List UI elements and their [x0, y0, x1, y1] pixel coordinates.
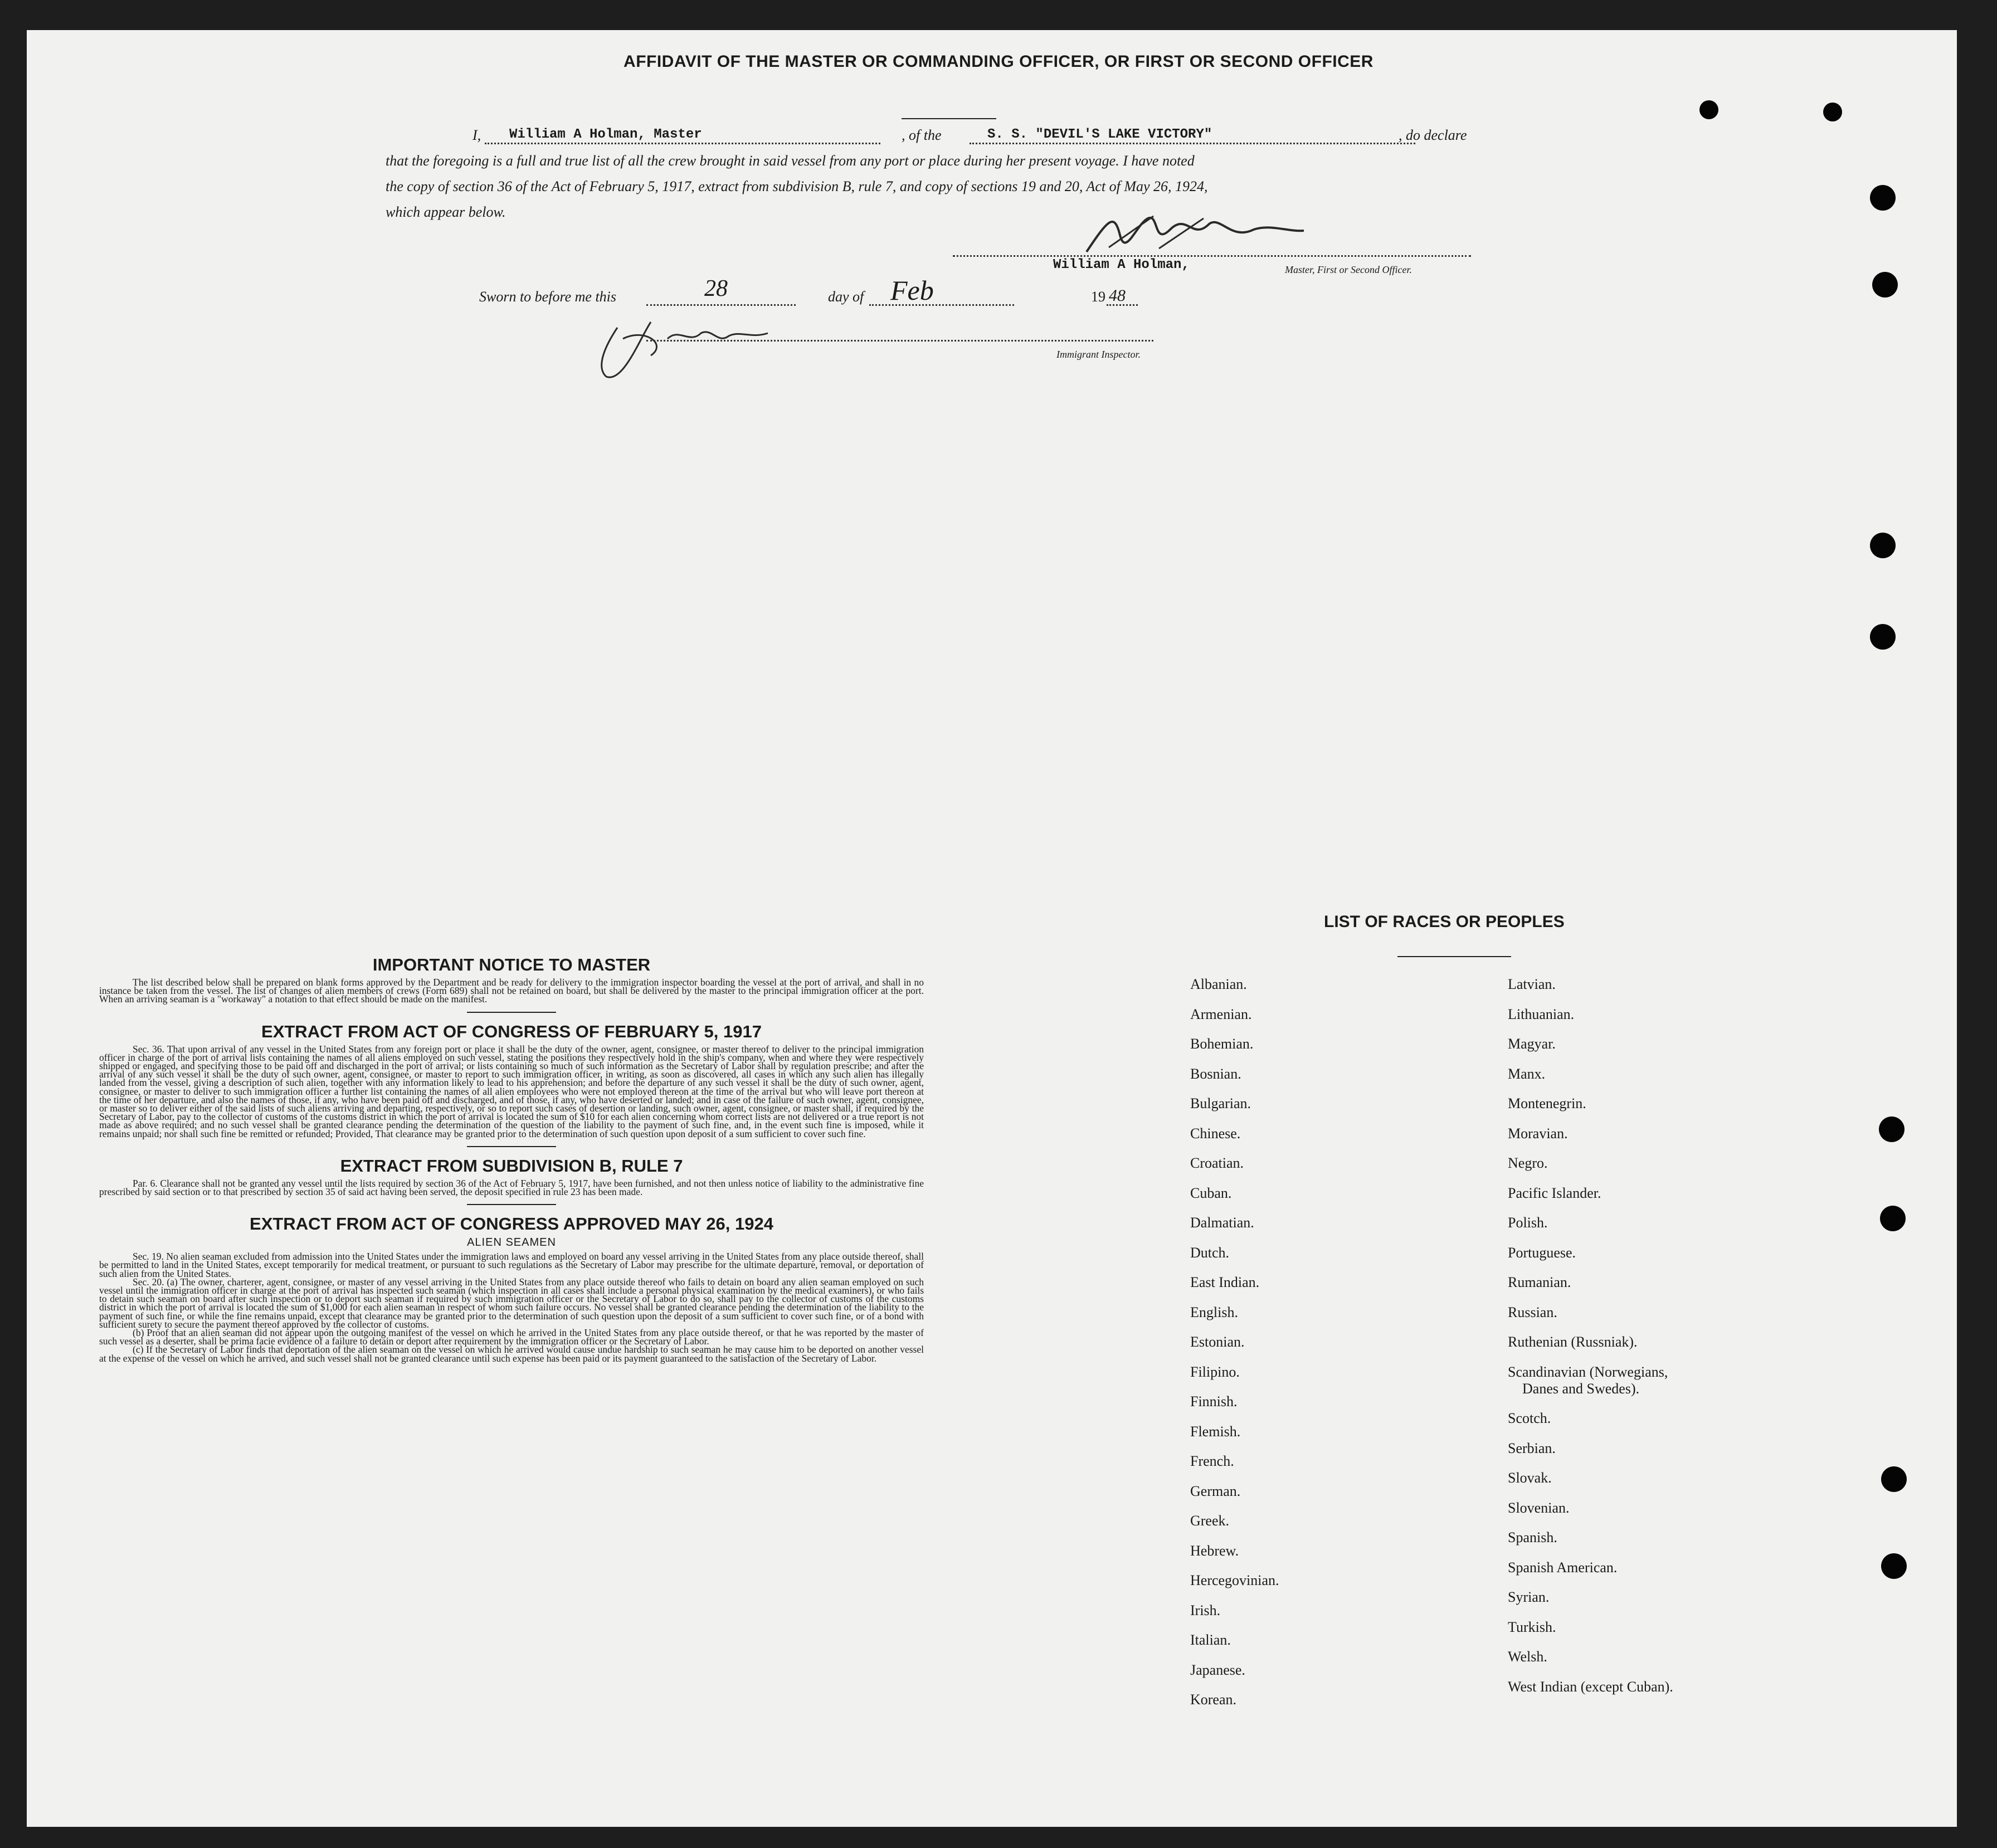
year-suffix: 48 — [1109, 286, 1126, 305]
race-item: Finnish. — [1190, 1393, 1238, 1410]
i-label: I, — [473, 127, 481, 143]
race-item: Polish. — [1508, 1215, 1548, 1231]
race-item: Bosnian. — [1190, 1065, 1241, 1082]
race-item: German. — [1190, 1483, 1241, 1499]
day-of-label: day of — [828, 289, 864, 305]
punch-hole — [1870, 533, 1896, 558]
race-item: Scotch. — [1508, 1410, 1551, 1426]
race-item: Negro. — [1508, 1155, 1548, 1171]
race-item: Albanian. — [1190, 976, 1247, 992]
signer-name: William A Holman, — [1053, 257, 1190, 272]
sec-20c: (c) If the Secretary of Labor finds that deportation of the alien seaman on the vessel on which he arrived would cause undue hardship to such seaman he may cause him to be deported on another vessel at the expense of the vessel on which he arrived, and such vessel shall not be granted clearance until such expense has been paid or its payment guaranteed to the satisfaction of the Secretary of Labor. — [99, 1344, 924, 1364]
punch-hole — [1879, 1116, 1905, 1142]
extract-rule7-title: EXTRACT FROM SUBDIVISION B, RULE 7 — [340, 1155, 683, 1176]
race-item: Japanese. — [1190, 1661, 1245, 1678]
declaration-line-2: that the foregoing is a full and true list of all the crew brought in said vessel from any port or place during her present voyage. I have noted — [386, 153, 1195, 169]
do-declare: , do declare — [1399, 127, 1467, 143]
race-item: Spanish. — [1508, 1529, 1557, 1545]
signature-line — [953, 247, 1471, 257]
signer-caption: Master, First or Second Officer. — [1285, 264, 1412, 275]
races-left-column — [1190, 976, 1279, 1722]
race-item: Irish. — [1190, 1602, 1221, 1618]
of-the-label: , of the — [902, 127, 942, 143]
race-item: Filipino. — [1190, 1363, 1240, 1380]
extract-rule7-body: Par. 6. Clearance shall not be granted any vessel until the lists required by section 36 of the Act of February 5, 1917, have been furnished, and not then unless notice of liability to the administrative fine prescribed by said section or to that prescribed by section 35 of said act having been served, the deposit specified in rule 23 has been made. — [99, 1177, 924, 1198]
sworn-line — [479, 275, 1126, 306]
punch-hole — [1823, 103, 1842, 121]
race-item: Armenian. — [1190, 1006, 1252, 1022]
punch-hole — [1881, 1466, 1907, 1492]
race-item: Chinese. — [1190, 1125, 1241, 1142]
race-item: Flemish. — [1190, 1423, 1241, 1440]
race-item: Dalmatian. — [1190, 1215, 1254, 1231]
race-item: Montenegrin. — [1508, 1095, 1586, 1111]
title-rule — [902, 118, 996, 119]
race-item: Syrian. — [1508, 1589, 1550, 1605]
race-item: Scandinavian (Norwegians, — [1508, 1363, 1668, 1380]
race-item: Danes and Swedes). — [1522, 1380, 1640, 1397]
inspector-caption: Immigrant Inspector. — [1056, 349, 1141, 360]
races-title: LIST OF RACES OR PEOPLES — [1324, 913, 1565, 931]
master-name: William A Holman, Master — [509, 127, 702, 142]
race-item: English. — [1190, 1304, 1238, 1320]
section-rule — [467, 1146, 556, 1147]
race-item: Cuban. — [1190, 1184, 1232, 1201]
race-item: Greek. — [1190, 1513, 1230, 1529]
race-item: West Indian (except Cuban). — [1508, 1678, 1673, 1695]
year-prefix: 19 — [1091, 289, 1105, 305]
race-item: Hebrew. — [1190, 1542, 1239, 1559]
month-field — [869, 290, 1014, 306]
race-item: Italian. — [1190, 1632, 1231, 1648]
race-item: Bohemian. — [1190, 1036, 1254, 1052]
declaration-line-4: which appear below. — [386, 204, 506, 220]
race-item: East Indian. — [1190, 1274, 1260, 1290]
extract-1917-title: EXTRACT FROM ACT OF CONGRESS OF FEBRUARY 5, 1917 — [261, 1021, 762, 1041]
race-item: Manx. — [1508, 1065, 1546, 1082]
affidavit-declaration — [386, 127, 1540, 230]
race-item: Slovak. — [1508, 1470, 1552, 1486]
notice-column — [99, 955, 924, 1363]
race-item: Latvian. — [1508, 976, 1556, 992]
declaration-line-3: the copy of section 36 of the Act of February 5, 1917, extract from subdivision B, rule 7, and copy of sections 19 and 20, Act of May 26, 1924, — [386, 178, 1208, 194]
punch-hole — [1870, 185, 1896, 211]
notice-body: The list described below shall be prepared on blank forms approved by the Department and be ready for delivery to the immigration inspector boarding the vessel at the port of arrival, and shall in no instance be taken from the vessel. The list of changes of alien members of crews (Form 689) shall not be retained on board, but shall be delivered by the master to the principal immigration officer at the port. When an arriving seaman is a "workaway" a notation to that effect should be made on the manifest. — [99, 977, 924, 1005]
year-field — [1107, 290, 1138, 306]
section-rule — [467, 1012, 556, 1013]
race-item: Pacific Islander. — [1508, 1184, 1601, 1201]
race-item: Spanish American. — [1508, 1559, 1618, 1576]
sworn-label: Sworn to before me this — [479, 289, 617, 305]
race-item: Estonian. — [1190, 1334, 1245, 1350]
race-item: French. — [1190, 1453, 1234, 1469]
notice-title: IMPORTANT NOTICE TO MASTER — [372, 955, 651, 974]
race-item: Lithuanian. — [1508, 1006, 1575, 1022]
extract-1924-subtitle: ALIEN SEAMEN — [467, 1236, 556, 1249]
punch-hole — [1881, 1553, 1907, 1579]
race-item: Portuguese. — [1508, 1244, 1576, 1261]
section-rule — [467, 1204, 556, 1205]
vessel-name: S. S. "DEVIL'S LAKE VICTORY" — [987, 127, 1212, 142]
race-item: Korean. — [1190, 1691, 1237, 1708]
race-item: Serbian. — [1508, 1440, 1556, 1456]
race-item: Rumanian. — [1508, 1274, 1571, 1290]
punch-hole — [1880, 1206, 1906, 1231]
race-item: Croatian. — [1190, 1155, 1244, 1171]
races-right-column — [1508, 976, 1673, 1708]
race-item: Turkish. — [1508, 1618, 1556, 1635]
affidavit-title: AFFIDAVIT OF THE MASTER OR COMMANDING OFFICER, OR FIRST OR SECOND OFFICER — [624, 52, 1373, 71]
punch-hole — [1699, 100, 1718, 119]
race-item: Hercegovinian. — [1190, 1572, 1279, 1588]
race-item: Moravian. — [1508, 1125, 1568, 1142]
sec-20a: Sec. 20. (a) The owner, charterer, agent, consignee, or master of any vessel arriving in the United States from any place outside thereof who fails to detain on board any alien seaman employed on such vessel until the immigration officer in charge at the port of arrival has inspected such seaman (which inspection in all cases shall include a personal physical examination by the medical examiners), or who fails to detain such seaman on board after such inspection or to deport such seaman if required by such immigration officer or the Secretary of Labor to do so, shall pay to the collector of customs of the customs district in which the port of arrival is located the sum of $1,000 for each alien seaman in respect of whom such failure occurs. No vessel shall be granted clearance pending the determination of the liability to the payment of such fine, or while the fine remains unpaid, except that clearance may be granted prior to the determination of such question upon the deposit of a sum sufficient to cover such fine, or of a bond with sufficient surety to secure the payment thereof approved by the collector of customs. — [99, 1276, 924, 1330]
race-item: Dutch. — [1190, 1244, 1230, 1261]
inspector-line — [646, 332, 1153, 342]
race-item: Slovenian. — [1508, 1499, 1570, 1516]
sec-20b: (b) Proof that an alien seaman did not appear upon the outgoing manifest of the vessel on which he arrived in the United States from any place outside thereof, or that he was reported by the master of such vessel as a deserter, shall be prima facie evidence of a failure to detain or deport after requirement by the immigration officer or the Secretary of Labor. — [99, 1327, 924, 1347]
sworn-month: Feb — [890, 275, 934, 306]
races-rule — [1397, 956, 1511, 957]
punch-hole — [1870, 624, 1896, 650]
punch-hole — [1872, 272, 1898, 298]
extract-1924-title: EXTRACT FROM ACT OF CONGRESS APPROVED MAY 26, 1924 — [250, 1214, 773, 1234]
inspector-signature — [584, 305, 807, 383]
race-item: Ruthenian (Russniak). — [1508, 1334, 1638, 1350]
race-item: Magyar. — [1508, 1036, 1556, 1052]
race-item: Welsh. — [1508, 1649, 1547, 1665]
race-item: Bulgarian. — [1190, 1095, 1251, 1111]
extract-1917-body: Sec. 36. That upon arrival of any vessel in the United States from any foreign port or place it shall be the duty of the owner, agent, consignee, or master thereof to deliver to the principal immigration officer in charge of the port of arrival lists containing the names of all aliens employed on such vessel, stating the positions they respectively hold in the ship's company, when and where they were respectively shipped or engaged, and specifying those to be paid off and discharged in the port of arrival; or lists containing so much of such information as the Secretary of Labor shall by regulation prescribe; and after the arrival of any such vessel it shall be the duty of such owner, agent, consignee, or master to report to such immigration officer, in writing, as soon as discovered, all cases in which any such alien has illegally landed from the vessel, giving a description of such alien, together with any information likely to lead to his apprehension; and before the departure of any such vessel it shall be the duty of such owner, agent, consignee, or master to deliver to such immigration officer a further list containing the names of all alien employees who were not employed thereon at the time of the arrival but who will leave port thereon at the time of her departure, and also the names of those, if any, who have been paid off and discharged, and of those, if any, who have deserted or landed; and in case of the failure of such owner, agent, consignee, or master so to deliver either of the said lists of such aliens arriving and departing, respectively, or so to report such cases of desertion or landing, such owner, agent, consignee, or master shall, if required by the Secretary of Labor, pay to the collector of customs of the customs district in which the port of arrival is located the sum of $10 for each alien concerning whom correct lists are not delivered or a true report is not made as above required; and no such vessel shall be granted clearance pending the determination of the question of the liability to the payment of such fine, and, in the event such fine is imposed, while it remains unpaid; nor shall such fine be remitted or refunded; Provided, That clearance may be granted prior to the determination of such question upon deposit of a sum sufficient to cover such fine. — [99, 1043, 924, 1139]
race-item: Russian. — [1508, 1304, 1557, 1320]
sworn-day: 28 — [704, 276, 728, 301]
sec-19: Sec. 19. No alien seaman excluded from admission into the United States under the immigration laws and employed on board any vessel arriving in the United States from any place outside thereof, shall be permitted to land in the United States, except temporarily for medical treatment, or pursuant to such regulations as the Secretary of Labor may prescribe for the ultimate departure, removal, or deportation of such alien from the United States. — [99, 1251, 924, 1279]
